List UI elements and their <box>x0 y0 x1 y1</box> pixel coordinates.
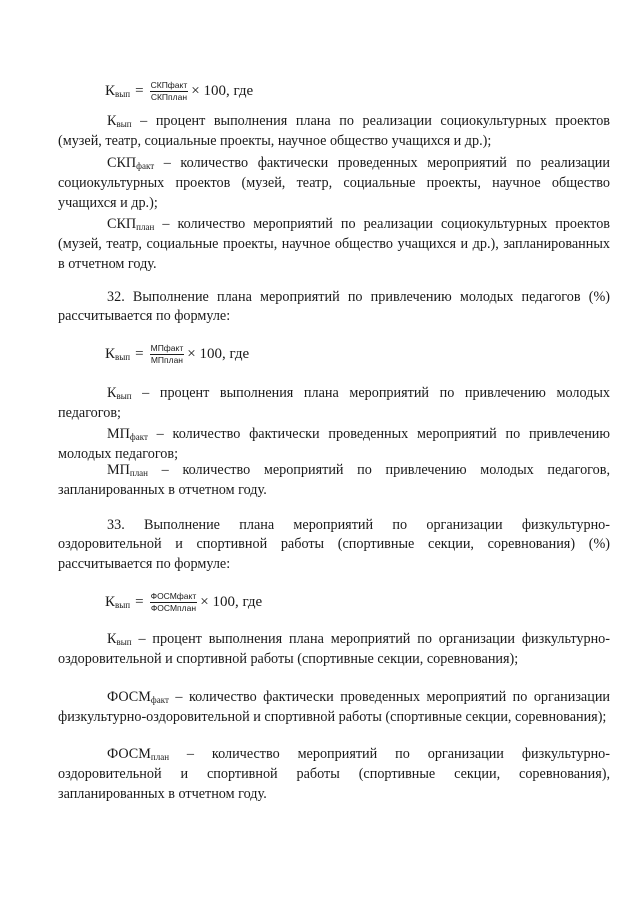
paragraph-text: – процент выполнения плана мероприятий по привлечению молодых педагогов; <box>58 385 610 422</box>
formula-tail: × 100, где <box>191 82 254 99</box>
formula-numerator: МПфакт <box>150 343 184 353</box>
term: СКП <box>107 155 137 171</box>
paragraph-text: – количество мероприятий по реализации социокультурных проектов (музей, театр, социальные проекты, научное общество учащихся и др.), запланированных в отчетном году. <box>58 216 610 272</box>
term: СКП <box>107 216 137 232</box>
term-sub: план <box>136 222 155 232</box>
term: ФОСМ <box>107 689 151 705</box>
formula-tail: × 100, где <box>187 345 250 362</box>
paragraph-text: – количество мероприятий по привлечению молодых педагогов, запланированных в отчетном году. <box>58 462 610 499</box>
term: К <box>107 113 117 129</box>
paragraph-fosm-fakt <box>58 688 610 728</box>
paragraph-kvyp-1 <box>58 112 610 152</box>
formula-equals: = <box>135 82 144 99</box>
paragraph-skp-plan <box>58 215 610 274</box>
paragraph-text: – процент выполнения плана мероприятий по организации физкультурно-оздоровительной и спортивной работы (спортивные секции, соревнования); <box>58 631 610 668</box>
formula-k-sub: вып <box>115 351 131 362</box>
formula-denominator: МПплан <box>150 354 184 365</box>
term-sub: вып <box>116 637 132 647</box>
term-sub: вып <box>116 119 132 129</box>
formula-denominator: ФОСМплан <box>150 602 197 613</box>
formula-k: К <box>105 345 116 362</box>
paragraph-mp-fakt <box>58 425 610 465</box>
term-sub: план <box>129 468 148 478</box>
paragraph-text: – количество мероприятий по организации физкультурно-оздоровительной и спортивной работы (спортивные секции, соревнования), запланированных в отчетном году. <box>58 746 610 802</box>
formula-numerator: ФОСМфакт <box>150 591 197 601</box>
formula-fraction <box>150 81 189 101</box>
paragraph-fosm-plan <box>58 745 610 804</box>
formula-k-sub: вып <box>115 599 131 610</box>
formula-equals: = <box>135 345 144 362</box>
paragraph-kvyp-2 <box>58 384 610 424</box>
term: ФОСМ <box>107 746 151 762</box>
formula-k: К <box>105 82 116 99</box>
term-sub: факт <box>129 432 148 442</box>
formula-fosm <box>105 592 262 612</box>
paragraph-text: – количество фактически проведенных мероприятий по организации физкультурно-оздоровительной и спортивной работы (спортивные секции, соревнования); <box>58 689 610 726</box>
formula-k: К <box>105 593 116 610</box>
paragraph-text: – процент выполнения плана по реализации социокультурных проектов (музей, театр, социальные проекты, научное общество учащихся и др.); <box>58 113 610 150</box>
formula-fraction <box>150 344 185 364</box>
formula-tail: × 100, где <box>200 593 263 610</box>
term: МП <box>107 426 130 442</box>
paragraph-text: – количество фактически проведенных мероприятий по реализации социокультурных проектов (музей, театр, социальные проекты, научное общество учащихся и др.); <box>58 155 610 211</box>
term-sub: факт <box>150 695 169 705</box>
formula-k-sub: вып <box>115 88 131 99</box>
paragraph-skp-fakt <box>58 154 610 213</box>
paragraph-kvyp-3 <box>58 630 610 670</box>
formula-denominator: СКПплан <box>150 91 188 102</box>
formula-fraction <box>150 592 198 612</box>
paragraph-item-32: 32. Выполнение плана мероприятий по привлечению молодых педагогов (%) рассчитывается по формуле: <box>58 289 610 325</box>
formula-numerator: СКПфакт <box>150 80 188 90</box>
term-sub: вып <box>116 391 132 401</box>
term: К <box>107 631 117 647</box>
formula-mp <box>105 344 249 364</box>
paragraph-item-33: 33. Выполнение плана мероприятий по организации физкультурно-оздоровительной и спортивной работы (спортивные секции, соревнования) (%) рассчитывается по формуле: <box>58 517 610 572</box>
paragraph-text: – количество фактически проведенных мероприятий по привлечению молодых педагогов; <box>58 426 610 463</box>
term: МП <box>107 462 130 478</box>
term: К <box>107 385 117 401</box>
term-sub: план <box>150 752 170 762</box>
paragraph-mp-plan <box>58 461 610 501</box>
term-sub: факт <box>136 161 155 171</box>
formula-skp <box>105 81 253 101</box>
formula-equals: = <box>135 593 144 610</box>
